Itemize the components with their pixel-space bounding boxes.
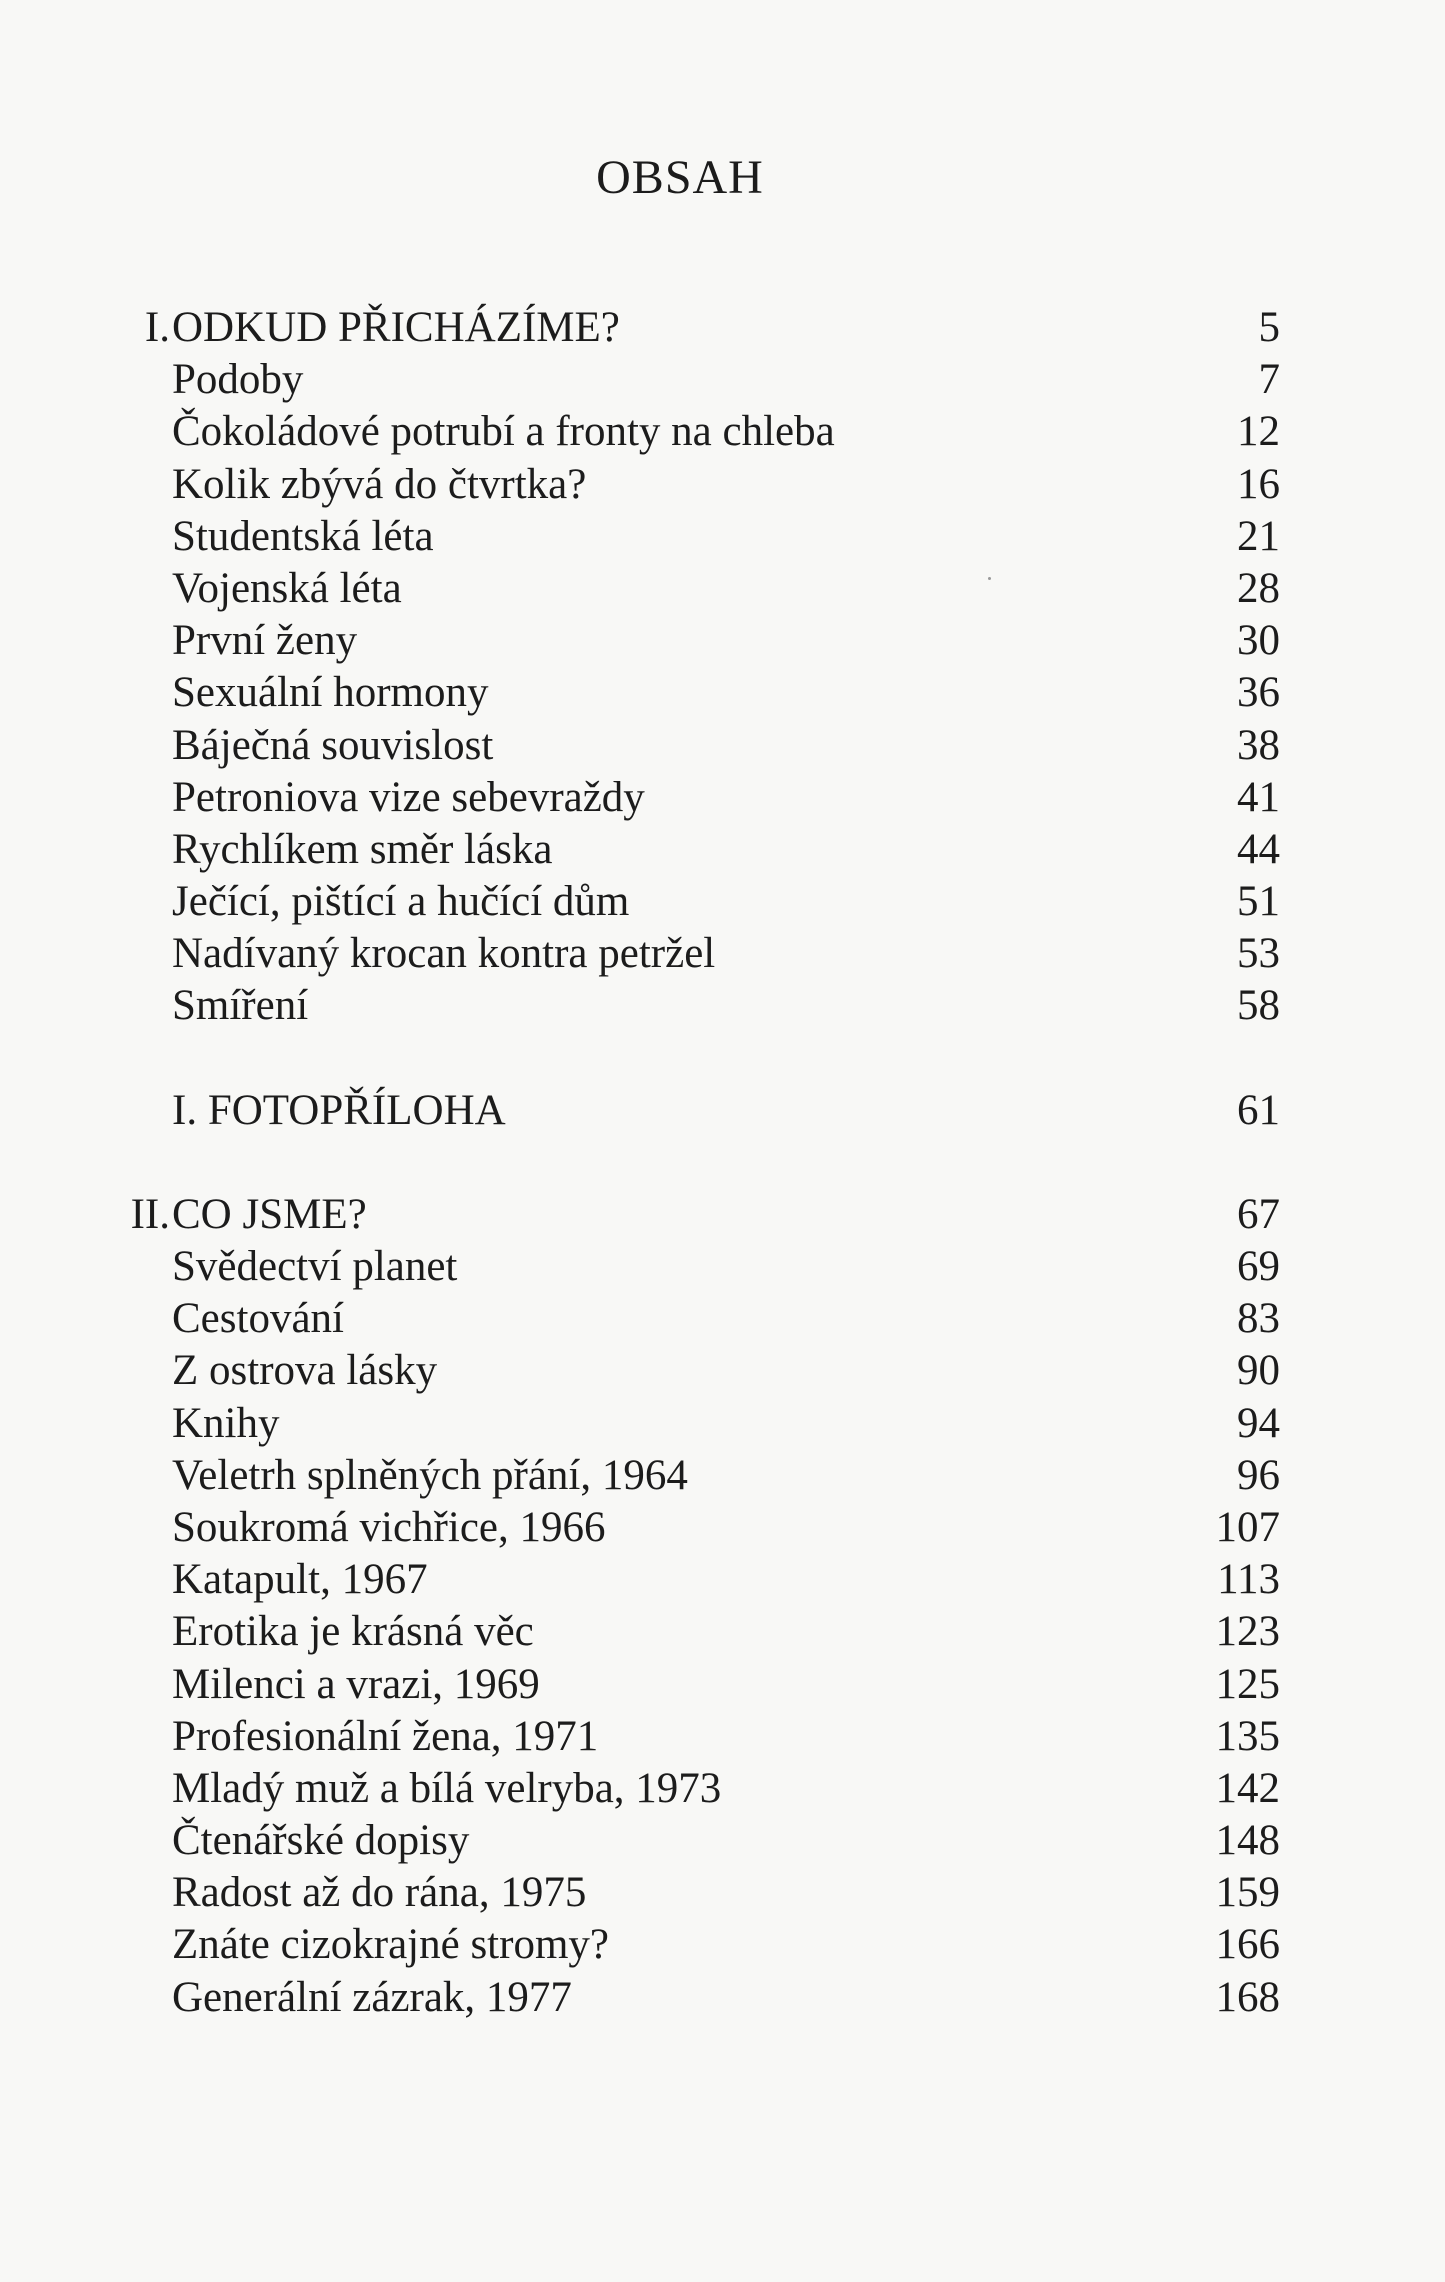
entry-title: Profesionální žena, 1971 [172,1712,599,1760]
toc-entry [110,772,1280,824]
toc-entry [110,1867,1280,1919]
page-number: 135 [1215,1712,1280,1760]
page-number: 44 [1237,825,1280,873]
page-number: 107 [1215,1503,1280,1551]
toc-entry [110,1398,1280,1450]
toc-entry [110,354,1280,406]
toc-entry [110,1554,1280,1606]
entry-title: Petroniova vize sebevraždy [172,773,645,821]
page-number: 123 [1215,1608,1280,1656]
entry-title: Čokoládové potrubí a fronty na chleba [172,408,835,456]
page-number: 5 [1258,304,1280,351]
page-title: OBSAH [596,151,764,204]
toc-entry [110,1502,1280,1554]
entry-title: Svědectví planet [172,1243,458,1290]
entry-title: Podoby [172,356,304,404]
page-number: 125 [1215,1660,1280,1708]
entry-title: Kolik zbývá do čtvrtka? [172,460,587,508]
entry-title: Erotika je krásná věc [172,1608,534,1656]
entry-title: Vojenská léta [172,564,402,612]
toc-entry [110,406,1280,458]
entry-title: Radost až do rána, 1975 [172,1869,587,1917]
page-number: 69 [1237,1243,1280,1290]
page-number: 7 [1258,356,1280,404]
page-number: 96 [1237,1451,1280,1499]
scan-speck [988,577,991,580]
toc-entry [110,1293,1280,1345]
entry-title: Rychlíkem směr láska [172,825,553,873]
page-number: 30 [1237,617,1280,665]
page-number: 166 [1215,1921,1280,1969]
page-number: 113 [1217,1556,1280,1604]
page-number: 142 [1215,1764,1280,1812]
entry-title: Sexuální hormony [172,669,489,717]
toc-entry [110,1711,1280,1763]
entry-title: Generální zázrak, 1977 [172,1973,572,2021]
entry-title: Čtenářské dopisy [172,1817,470,1865]
toc-entry [110,667,1280,719]
toc-entry [110,1919,1280,1971]
entry-title: Nadívaný krocan kontra petržel [172,930,716,978]
section-title: ODKUD PŘICHÁZÍME? [172,304,620,351]
toc-entry [110,1659,1280,1711]
toc-entry [110,1972,1280,2024]
entry-title: Knihy [172,1399,280,1447]
page-number: 53 [1237,930,1280,978]
entry-title: Studentská léta [172,512,434,560]
table-of-contents [110,302,1280,2024]
toc-entry [110,563,1280,615]
page-number: 36 [1237,669,1280,717]
page-number: 61 [1237,1086,1280,1134]
toc-entry [110,1241,1280,1293]
entry-title: Smíření [172,982,309,1030]
page-number: 51 [1237,878,1280,926]
entry-title: Katapult, 1967 [172,1556,428,1604]
toc-entry [110,824,1280,876]
toc-entry [110,720,1280,772]
toc-entry [110,876,1280,928]
toc-entry [110,1606,1280,1658]
toc-entry [110,1763,1280,1815]
page-number: 67 [1237,1190,1280,1238]
toc-entry [110,928,1280,980]
entry-title: Milenci a vrazi, 1969 [172,1660,540,1708]
page-number: 28 [1237,564,1280,612]
page-number: 41 [1237,773,1280,821]
toc-entry [110,1450,1280,1502]
page-number: 168 [1215,1973,1280,2021]
toc-entry [110,1815,1280,1867]
entry-title: Z ostrova lásky [172,1347,438,1395]
section-title: CO JSME? [172,1190,367,1238]
entry-title: Ječící, pištící a hučící dům [172,878,630,926]
toc-section-heading [110,1189,1280,1241]
section-number: II. [130,1190,170,1238]
toc-entry [110,980,1280,1032]
toc-section-heading [110,302,1280,354]
toc-entry [110,459,1280,511]
entry-title: Znáte cizokrajné stromy? [172,1921,609,1969]
page-number: 38 [1237,721,1280,769]
entry-title: První ženy [172,617,358,665]
page-number: 21 [1237,512,1280,560]
toc-photo-supplement [110,1085,1280,1137]
entry-title: Soukromá vichřice, 1966 [172,1503,606,1551]
page-number: 94 [1237,1399,1280,1447]
entry-title: Báječná souvislost [172,721,494,769]
page-number: 159 [1215,1869,1280,1917]
toc-entry [110,615,1280,667]
page-number: 16 [1237,460,1280,508]
entry-title: Cestování [172,1295,344,1343]
toc-entry [110,1345,1280,1397]
page-number: 90 [1237,1347,1280,1395]
page-number: 58 [1237,982,1280,1030]
page-number: 83 [1237,1295,1280,1343]
page-number: 12 [1237,408,1280,456]
page-number: 148 [1215,1817,1280,1865]
toc-entry [110,511,1280,563]
section-number: I. [144,304,170,351]
supplement-title: I. FOTOPŘÍLOHA [172,1086,506,1134]
entry-title: Mladý muž a bílá velryba, 1973 [172,1764,722,1812]
entry-title: Veletrh splněných přání, 1964 [172,1451,688,1499]
